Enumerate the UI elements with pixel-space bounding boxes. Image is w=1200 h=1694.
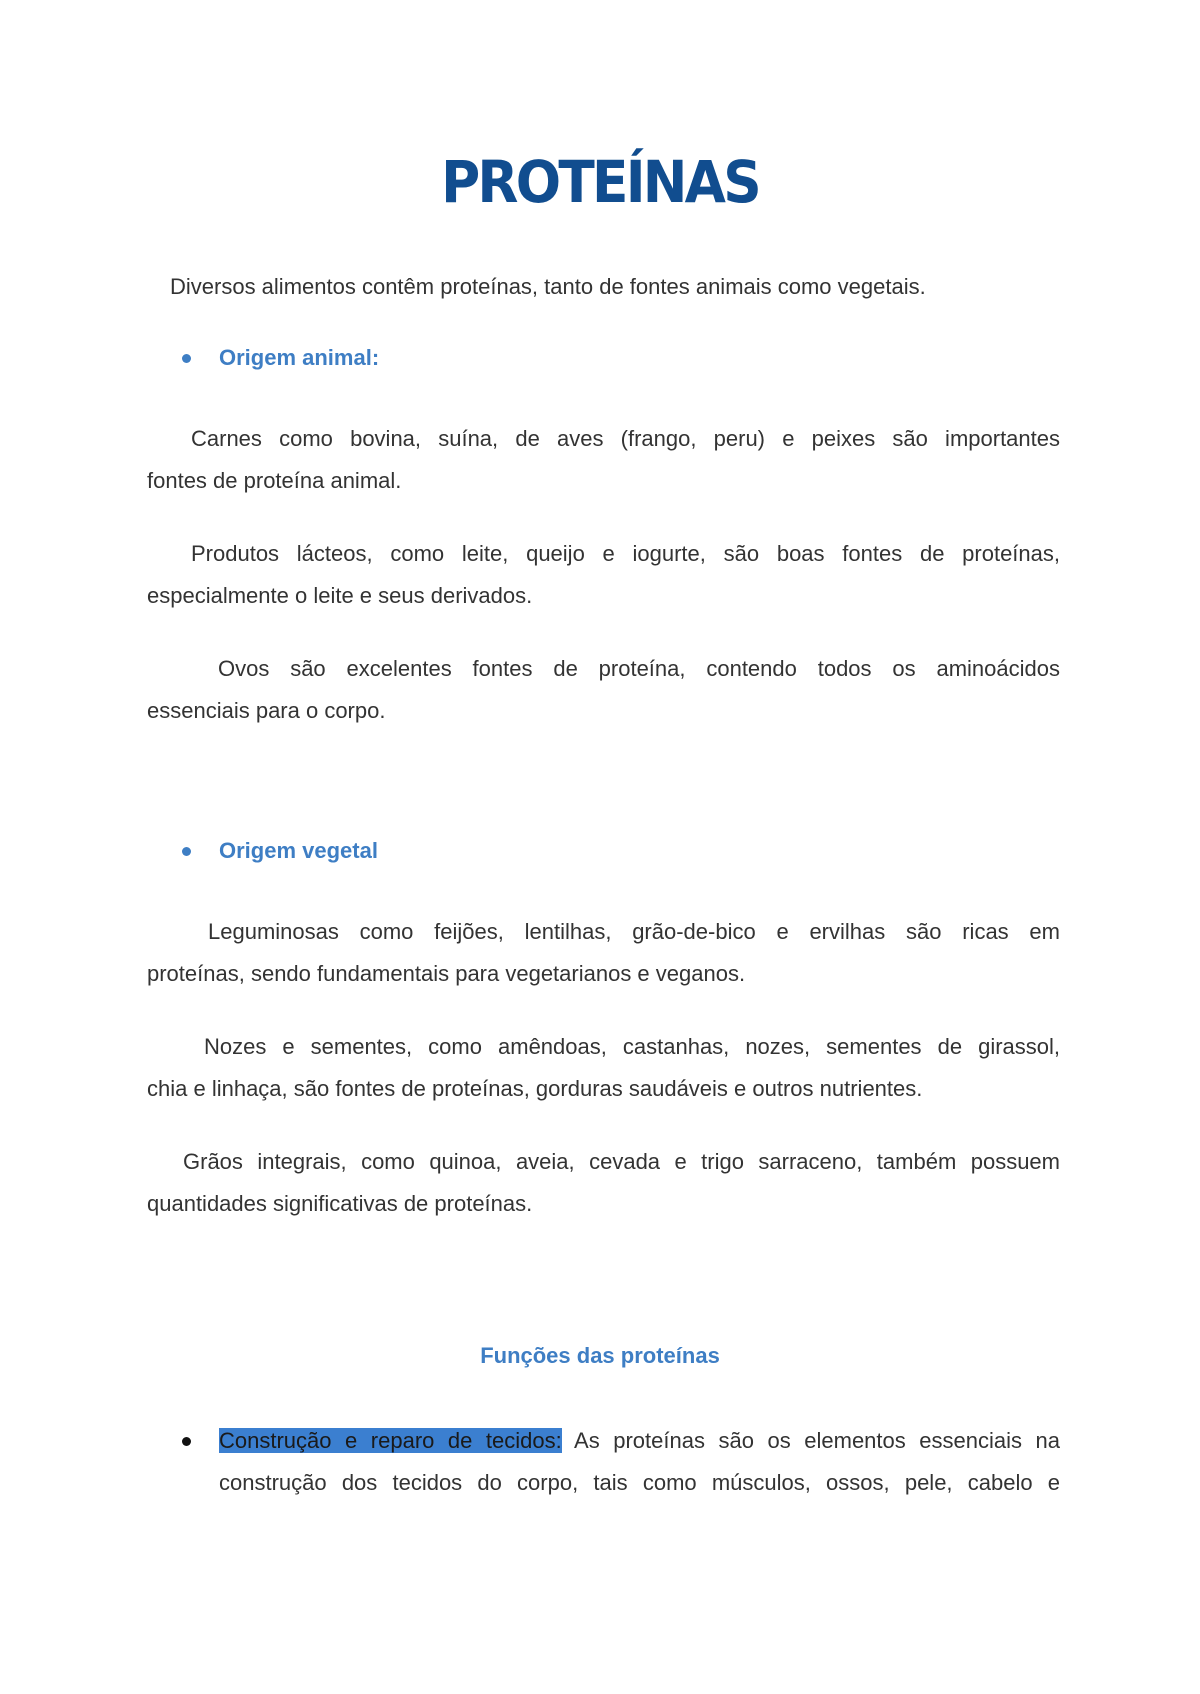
bullet-icon [182, 354, 191, 363]
paragraph-line: proteínas, sendo fundamentais para vegetarianos e veganos. [147, 961, 746, 986]
paragraph-line: fontes de proteína animal. [147, 468, 402, 493]
document-title: PROTEÍNAS [441, 148, 759, 216]
paragraph-line: Nozes e sementes, como amêndoas, castanhas, nozes, sementes de girassol, [204, 1034, 1060, 1059]
paragraph [147, 533, 1060, 617]
list-item-body [219, 1420, 1060, 1504]
paragraph-line: essenciais para o corpo. [147, 698, 386, 723]
list-item-line: construção dos tecidos do corpo, tais como músculos, ossos, pele, cabelo e [219, 1470, 1060, 1495]
highlighted-term: Construção e reparo de tecidos: [219, 1428, 562, 1453]
paragraph-line: Ovos são excelentes fontes de proteína, contendo todos os aminoácidos [218, 656, 1060, 681]
list-item-text: As proteínas são os elementos essenciais na [561, 1428, 1060, 1453]
paragraph-line: Leguminosas como feijões, lentilhas, grão-de-bico e ervilhas são ricas em [208, 919, 1060, 944]
list-item-line [219, 1420, 1060, 1462]
bullet-icon [182, 847, 191, 856]
paragraph-line: Produtos lácteos, como leite, queijo e iogurte, são boas fontes de proteínas, [191, 541, 1060, 566]
paragraph-line: quantidades significativas de proteínas. [147, 1191, 533, 1216]
section-heading-label: Origem vegetal [219, 838, 378, 863]
paragraph [147, 418, 1060, 502]
paragraph-line: especialmente o leite e seus derivados. [147, 583, 533, 608]
intro-paragraph: Diversos alimentos contêm proteínas, tanto de fontes animais como vegetais. [170, 274, 926, 299]
section-heading-label: Origem animal: [219, 345, 380, 370]
paragraph-line: Carnes como bovina, suína, de aves (frango, peru) e peixes são importantes [191, 426, 1060, 451]
paragraph [147, 911, 1060, 995]
paragraph-line: Grãos integrais, como quinoa, aveia, cevada e trigo sarraceno, também possuem [183, 1149, 1060, 1174]
paragraph-line: chia e linhaça, são fontes de proteínas, gorduras saudáveis e outros nutrientes. [147, 1076, 923, 1101]
bullet-icon [182, 1437, 191, 1446]
functions-title: Funções das proteínas [480, 1343, 720, 1368]
paragraph [147, 1141, 1060, 1225]
paragraph [147, 1026, 1060, 1110]
paragraph [147, 648, 1060, 732]
